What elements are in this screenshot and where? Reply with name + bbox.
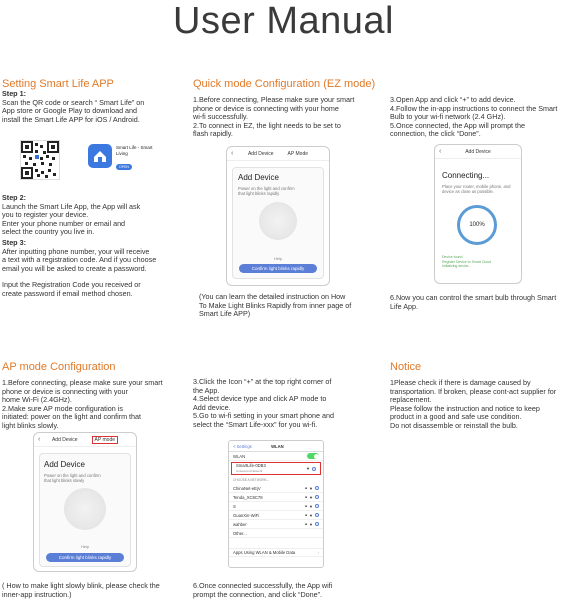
connecting-desc: Place your router, mobile phone, and device as close as possible. <box>442 184 511 194</box>
network-row[interactable] <box>229 511 323 520</box>
step3-line: create password if email method chosen. <box>2 288 133 298</box>
quick-mode-heading: Quick mode Configuration (EZ mode) <box>193 78 376 90</box>
network-icons <box>305 504 319 509</box>
wlan-toggle-row <box>229 452 323 461</box>
note-line: (You can learn the detailed instruction on How <box>199 292 346 301</box>
smart-life-step1 <box>2 90 187 124</box>
smart-life-step3 <box>2 239 192 299</box>
check-item: Register Device to Smart Cloud <box>442 259 492 264</box>
info-icon[interactable] <box>315 495 319 499</box>
info-icon[interactable] <box>315 522 319 526</box>
quick-mode-steps <box>390 96 565 139</box>
network-name: Tenda_XC8C78 <box>233 494 263 500</box>
apps-using-wlan-label: Apps Using WLAN & Mobile Data <box>233 550 296 555</box>
network-name: Other... <box>233 530 247 536</box>
smart-life-step2 <box>2 194 187 237</box>
wifi-icon: ▼ <box>309 512 313 518</box>
card-desc: Power on the light and confirm that light blinks slowly <box>44 473 101 483</box>
step3-label: Step 3: <box>2 238 26 247</box>
step2-line: select the country you live in. <box>2 227 95 237</box>
back-icon[interactable]: ‹ <box>439 148 442 155</box>
quick-mode-line: 2.To connect in EZ, the light needs to be set to <box>193 120 341 130</box>
network-sub: Unsecured Network <box>236 468 263 473</box>
note-line: Smart Life APP) <box>199 309 251 319</box>
selected-network[interactable] <box>231 462 321 475</box>
phone-header <box>435 145 521 159</box>
network-name: wahber <box>233 521 247 527</box>
ap-line: initiated: power on the light and confirm that <box>2 412 142 422</box>
quick-mode-line: phone or device is connecting with your home <box>193 103 339 113</box>
ap-step-line: 3.Click the Icon “+” at the top right corner of <box>193 377 332 386</box>
note-line: prompt the connection, and click “Done”. <box>193 589 323 599</box>
network-name: SmartLife-0DB3 <box>236 463 266 468</box>
step3-line: After inputting phone number, your will receive <box>2 246 150 256</box>
card-title: Add Device <box>44 460 85 469</box>
quick-step-line: Bulb to your wi-fi network (2.4 GHz). <box>390 112 506 122</box>
quick-mode-phone <box>226 146 330 286</box>
note-line: 6.Once connected successfully, the App wifi <box>193 581 333 590</box>
step2-label: Step 2: <box>2 193 26 202</box>
network-row[interactable] <box>229 484 323 493</box>
wlan-header <box>229 441 323 452</box>
network-name: GuanXin-WiFi <box>233 512 260 518</box>
wlan-title: WLAN <box>271 443 284 449</box>
notice-line: 1Please check if there is damage caused by <box>390 378 531 387</box>
step1-line: Scan the QR code or search “ Smart Life” on <box>2 97 145 107</box>
info-icon[interactable] <box>315 504 319 508</box>
note-line: To Make Light Blinks Rapidly from inner page of <box>199 300 352 310</box>
apps-using-wlan-row[interactable] <box>229 548 323 557</box>
ap-step-line: 5.Go to wi-fi setting in your smart phone and <box>193 411 335 421</box>
quick-step-line: 4.Follow the in-app instructions to connect the Smart <box>390 103 558 113</box>
info-icon[interactable] <box>315 486 319 490</box>
confirm-button[interactable]: Confirm light blinks rapidly <box>46 553 124 562</box>
connecting-phone <box>434 144 522 284</box>
tab-ap-mode[interactable]: AP mode <box>92 436 118 444</box>
ap-step-line: Add device. <box>193 402 231 412</box>
add-device-card <box>39 453 131 567</box>
progress-ring <box>457 205 497 245</box>
ap-mode-note <box>2 582 187 599</box>
notice-line: Please follow the instruction and notice to keep <box>390 403 540 413</box>
lock-icon: ■ <box>305 504 308 508</box>
help-link[interactable]: Help <box>273 256 283 261</box>
network-icons <box>305 495 319 500</box>
notice-line: replacement. <box>390 395 432 405</box>
network-icons <box>305 522 319 527</box>
step3-line: email you will be asked to create a password. <box>2 263 147 273</box>
back-icon[interactable]: ‹ <box>231 150 234 157</box>
step3-line: a text with a registration code. And if you choose <box>2 255 157 265</box>
home-icon <box>88 144 112 168</box>
network-row[interactable] <box>229 529 323 538</box>
progress-checklist <box>442 255 491 269</box>
choose-network-label: CHOOSE A NETWORK... <box>233 478 270 482</box>
ap-step-line: the App. <box>193 385 220 395</box>
check-item: Device found <box>442 255 463 259</box>
quick-step-line: connection, the click “Done”. <box>390 129 481 139</box>
info-icon[interactable] <box>312 467 316 471</box>
ap-mode-final-note <box>193 582 378 599</box>
network-row[interactable] <box>229 520 323 529</box>
ap-step-line: 4.Select device type and click AP mode to <box>193 394 327 404</box>
quick-mode-line: wi-fi successfully. <box>193 112 248 122</box>
ap-line: phone or device is connecting with your <box>2 386 128 396</box>
qr-code-icon <box>21 141 59 179</box>
ap-mode-heading: AP mode Configuration <box>2 361 116 373</box>
back-icon[interactable]: ‹ <box>38 436 41 443</box>
notice-heading: Notice <box>390 361 422 373</box>
tab-add-device[interactable]: Add Device <box>247 150 274 157</box>
notice-line: transportation. If broken, please cont-act supplier for <box>390 386 557 396</box>
wlan-toggle[interactable] <box>307 453 319 459</box>
network-icons <box>305 486 319 491</box>
connecting-heading: Connecting... <box>442 171 490 180</box>
wlan-settings-phone <box>228 440 324 568</box>
confirm-button[interactable]: Confirm light blinks rapidly <box>239 264 317 273</box>
app-open-button[interactable]: OPEN <box>116 164 132 170</box>
quick-mode-line: flash rapidly. <box>193 129 233 139</box>
app-name-line1: Smart Life - Smart <box>116 145 153 150</box>
tab-ap-mode[interactable]: AP Mode <box>287 150 309 157</box>
ap-mode-instructions <box>2 379 187 431</box>
settings-back-button[interactable]: < Settings <box>233 443 252 449</box>
ap-step-line: select the “Smart Life-xxx” for you wi-fi. <box>193 419 318 429</box>
bulb-image <box>64 488 106 530</box>
tab-add-device: Add Device <box>465 148 491 155</box>
quick-mode-instructions <box>193 96 378 139</box>
wifi-icon: ▼ <box>309 521 313 527</box>
step1-line: App store or Google Play to download and <box>2 106 138 116</box>
info-icon[interactable] <box>315 513 319 517</box>
smart-life-heading: Setting Smart Life APP <box>2 78 114 90</box>
network-icons <box>305 513 319 518</box>
step1-line: install the Smart Life APP for iOS / Android. <box>2 114 140 124</box>
step3-line: Input the Registration Code you received or <box>2 280 141 290</box>
bulb-image <box>259 202 297 240</box>
ap-line: 1.Before connecting, please make sure your smart <box>2 378 163 387</box>
card-desc: Power on the light and confirm that light blinks rapidly <box>238 186 295 196</box>
step2-line: Launch the Smart Life App, the App will ask <box>2 201 141 211</box>
wifi-icon: ▼ <box>309 503 313 509</box>
ap-mode-steps <box>193 378 378 430</box>
ap-line: 2.Make sure AP mode configuration is <box>2 403 123 413</box>
quick-mode-line: 1.Before connecting, Please make sure your smart <box>193 95 355 104</box>
chevron-right-icon: › <box>317 550 319 555</box>
wlan-label: WLAN <box>233 453 246 459</box>
wifi-icon: ▼ <box>306 466 310 471</box>
smart-life-app-icon <box>88 144 112 168</box>
network-icons <box>306 466 316 471</box>
wifi-icon: ▼ <box>309 494 313 500</box>
ap-line: home Wi-Fi (2.4GHz). <box>2 395 72 405</box>
note-line: ( How to make light slowly blink, please check the <box>2 581 160 590</box>
network-name: ChinaNet-eEjV <box>233 485 261 491</box>
notice-text <box>390 379 567 431</box>
ap-line: light blinks slowly. <box>2 420 59 430</box>
phone-header <box>34 433 136 447</box>
ap-mode-phone <box>33 432 137 572</box>
toggle-knob <box>314 454 319 459</box>
help-link[interactable]: Help <box>80 544 90 549</box>
network-row[interactable] <box>229 493 323 502</box>
quick-step-line: 3.Open App and click “+” to add device. <box>390 95 516 104</box>
network-row[interactable] <box>229 502 323 511</box>
selected-network-name <box>236 464 266 473</box>
notice-line: product in a good and safe use condition. <box>390 412 522 422</box>
lock-icon: ■ <box>305 513 308 517</box>
quick-step-line: 5.Once connected, the App will prompt the <box>390 120 526 130</box>
add-device-card <box>232 167 324 279</box>
lock-icon: ■ <box>305 522 308 526</box>
quick-mode-note <box>199 293 379 319</box>
progress-percent: 100% <box>469 222 485 228</box>
qr-code <box>20 140 60 180</box>
wifi-icon: ▼ <box>309 485 313 491</box>
quick-mode-final-note: 6.Now you can control the smart bulb through Smart Life App. <box>390 293 557 311</box>
app-name <box>116 145 153 156</box>
note-line: inner-app instruction.) <box>2 589 72 599</box>
app-name-line2: Living <box>116 150 128 156</box>
step2-line: you to register your device. <box>2 210 89 220</box>
network-name: S <box>233 503 236 509</box>
card-title: Add Device <box>238 173 279 182</box>
check-item: Initializing device... <box>442 264 472 269</box>
phone-header <box>227 147 329 161</box>
lock-icon: ■ <box>305 495 308 499</box>
page-title: User Manual <box>173 0 394 42</box>
step2-line: Enter your phone number or email and <box>2 218 126 228</box>
notice-line: Do not disassemble or reinstall the bulb. <box>390 420 518 430</box>
lock-icon: ■ <box>305 486 308 490</box>
tab-add-device[interactable]: Add Device <box>51 436 78 443</box>
step1-label: Step 1: <box>2 89 26 98</box>
